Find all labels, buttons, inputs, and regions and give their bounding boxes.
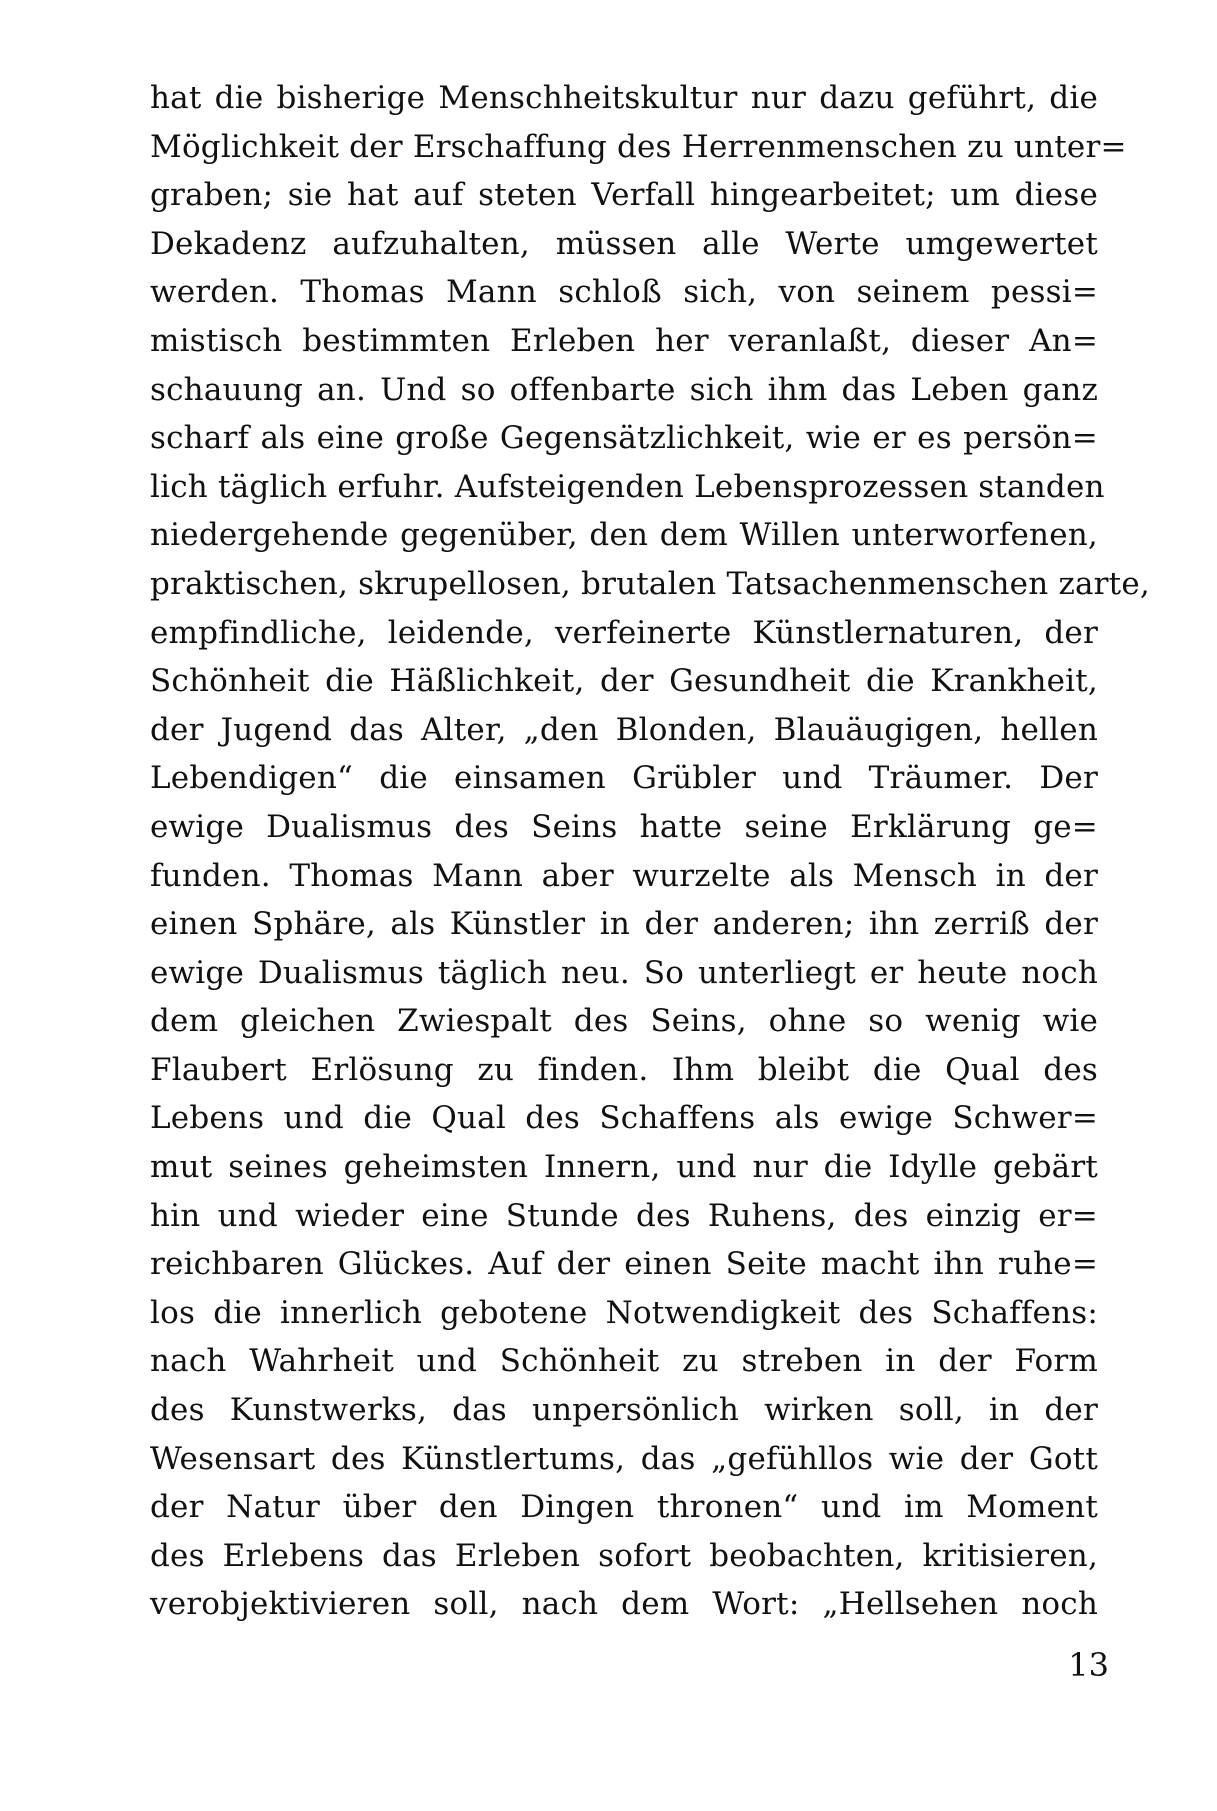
body-text bbox=[150, 74, 1150, 1629]
text-line: scharf als eine große Gegensätzlichkeit, wie er es persön= bbox=[150, 420, 1098, 457]
text-line: der Natur über den Dingen thronen“ und im Moment bbox=[150, 1489, 1098, 1526]
text-line: dem gleichen Zwiespalt des Seins, ohne so wenig wie bbox=[150, 1003, 1098, 1040]
text-line: hin und wieder eine Stunde des Ruhens, des einzig er= bbox=[150, 1197, 1098, 1234]
text-line: des Erlebens das Erleben sofort beobachten, kritisieren, bbox=[150, 1537, 1098, 1574]
text-line: hat die bisherige Menschheitskultur nur dazu geführt, die bbox=[150, 80, 1098, 116]
text-line: reichbaren Glückes. Auf der einen Seite macht ihn ruhe= bbox=[150, 1246, 1098, 1283]
text-line: mistisch bestimmten Erleben her veranlaßt, dieser An= bbox=[150, 322, 1098, 359]
text-line: verobjektivieren soll, nach dem Wort: „Hellsehen noch bbox=[150, 1586, 1098, 1623]
text-line: Wesensart des Künstlertums, das „gefühllos wie der Gott bbox=[150, 1440, 1098, 1477]
text-line: niedergehende gegenüber, den dem Willen unterworfenen, bbox=[150, 517, 1098, 554]
page-number: 13 bbox=[1068, 1646, 1109, 1684]
text-line: Möglichkeit der Erschaffung des Herrenmenschen zu unter= bbox=[150, 128, 1127, 165]
text-line: los die innerlich gebotene Notwendigkeit des Schaffens: bbox=[150, 1294, 1098, 1331]
text-line: empfindliche, leidende, verfeinerte Künstlernaturen, der bbox=[150, 614, 1098, 651]
text-line: des Kunstwerks, das unpersönlich wirken soll, in der bbox=[150, 1392, 1098, 1429]
text-line: schauung an. Und so offenbarte sich ihm das Leben ganz bbox=[150, 371, 1098, 408]
text-line: Lebendigen“ die einsamen Grübler und Träumer. Der bbox=[150, 760, 1098, 797]
text-line: funden. Thomas Mann aber wurzelte als Mensch in der bbox=[150, 857, 1098, 894]
text-line: nach Wahrheit und Schönheit zu streben in der Form bbox=[150, 1343, 1098, 1380]
text-line: werden. Thomas Mann schloß sich, von seinem pessi= bbox=[150, 274, 1098, 311]
text-line: Schönheit die Häßlichkeit, der Gesundheit die Krankheit, bbox=[150, 663, 1098, 700]
text-line: Lebens und die Qual des Schaffens als ewige Schwer= bbox=[150, 1100, 1098, 1137]
text-line: mut seines geheimsten Innern, und nur die Idylle gebärt bbox=[150, 1149, 1098, 1186]
text-line: graben; sie hat auf steten Verfall hingearbeitet; um diese bbox=[150, 177, 1098, 214]
text-line: der Jugend das Alter, „den Blonden, Blauäugigen, hellen bbox=[150, 711, 1098, 748]
text-line: ewige Dualismus des Seins hatte seine Erklärung ge= bbox=[150, 808, 1098, 845]
text-line: lich täglich erfuhr. Aufsteigenden Lebensprozessen standen bbox=[150, 468, 1105, 505]
text-line: ewige Dualismus täglich neu. So unterliegt er heute noch bbox=[150, 954, 1098, 991]
text-line: einen Sphäre, als Künstler in der anderen; ihn zerriß der bbox=[150, 906, 1098, 943]
text-line: Flaubert Erlösung zu finden. Ihm bleibt die Qual des bbox=[150, 1051, 1098, 1088]
text-line: Dekadenz aufzuhalten, müssen alle Werte umgewertet bbox=[150, 225, 1098, 262]
text-line: praktischen, skrupellosen, brutalen Tatsachenmenschen zarte, bbox=[150, 565, 1150, 602]
